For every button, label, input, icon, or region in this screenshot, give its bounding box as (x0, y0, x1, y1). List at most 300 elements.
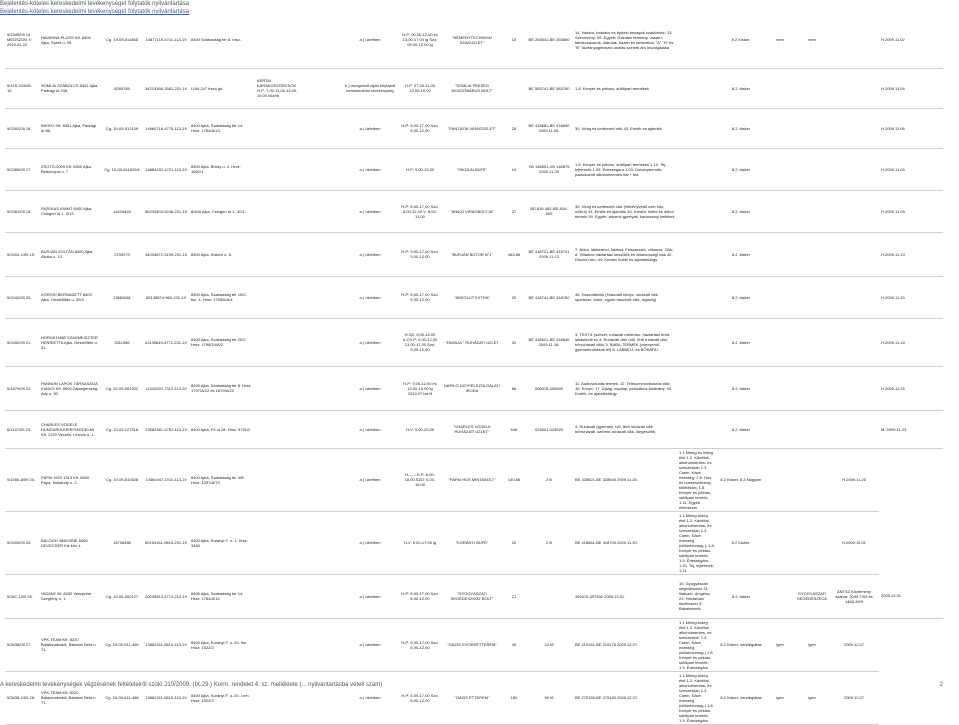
table-cell (795, 190, 829, 232)
table-cell: a.) üzletben (341, 366, 399, 410)
table-cell (795, 232, 829, 276)
table-cell: 8.2. kisker (717, 410, 765, 448)
table-cell: 9/267-1/09 26. (5, 574, 39, 618)
table-cell: KERTAI KARAKOSZÖRCSÖK H-P: 7,00-11,00 13,00-19,00 között (255, 68, 301, 108)
table-cell: H.2009.11.09 (879, 190, 943, 232)
table-cell: H.2009.11.18 (879, 318, 943, 366)
table-cell: 1.8. Kenyér és pékáru, sütőipari termékek 1.10. Tej, tejtermék 1.09. Édességáru 1.03. Dohánytermék; palackozott alkoholmentes ital + tea (573, 148, 677, 190)
table-cell: "ISKOLAI BÜFÉ" (441, 148, 503, 190)
table-row (5, 232, 943, 276)
table-cell: H-V: 5,00-17,00 ig (399, 511, 441, 574)
table-cell: a.) üzletben (341, 574, 399, 618)
table-cell: "KORÁNYI BÜFÉ" (441, 511, 503, 574)
table-cell: 8.2 Kisker. 8.3 Nagyker (717, 448, 765, 511)
table-cell (301, 318, 341, 366)
table-cell: 9/1579/09 22. (5, 366, 39, 410)
table-cell: H-P: 9,00-12,00 és 13,00-16,00 ig 2010.07.tsz ill (399, 366, 441, 410)
table-cell: 30. Virág és kertészeti cikk 43. Emlék és ajándék (573, 108, 677, 148)
table-cell: 023601-023620 (525, 410, 573, 448)
table-cell: "NÉMENYTECHNIKAI SZAKÜZLET" (441, 12, 503, 68)
table-cell (765, 276, 795, 318)
table-cell: H-SZ: 9,00-14,00 K,CS,P: 9,00-12,00 13,00-17,00 Szo: 9,00-12,00 (399, 318, 441, 366)
table-cell: 8.2 Kisker, vendéglátás (717, 618, 765, 671)
table-row (5, 108, 943, 148)
table-row (5, 618, 943, 671)
table-cell (829, 68, 879, 108)
table-cell: igen (795, 671, 829, 724)
table-cell: 3311966 (101, 318, 143, 366)
table-cell: 8400 Ajka, Szabadság tér 14. Hrsz: 1784/A/13. (189, 108, 255, 148)
table-cell: 54213168-1581-231-19 (143, 68, 189, 108)
table-cell (677, 68, 717, 108)
table-cell: GYÓGYÁSZATI SEGÉDESZKÖZ (795, 574, 829, 618)
table-cell: 24 fő (525, 618, 573, 671)
table-cell: nem (765, 12, 795, 68)
table-cell: 8400 Ajka, Kiskert u. 6. (189, 232, 255, 276)
table-cell: 8.2 Kisker, vendéglátás (717, 671, 765, 724)
table-cell: Cg. 19-09-511865 (101, 12, 143, 68)
table-cell: a.) üzletben (341, 318, 399, 366)
table-cell: HORVÁTHNÉ SZAKMEISZTER HENRIETTA Ajka, Gesztfőbtó u. 31. (39, 318, 101, 366)
table-cell: 9/2638/09 27. (5, 618, 39, 671)
table-cell: "PÁPAI HÚS MINTABOLT" (441, 448, 503, 511)
table-cell (829, 366, 879, 410)
table-cell: a.) üzletben (341, 511, 399, 574)
table-cell (255, 108, 301, 148)
table-cell: Cg. 19-06-500127 (101, 574, 143, 618)
table-cell: H-P: 6,00-17,00 Szo: 9,00-12,00 (399, 276, 441, 318)
table-cell: 8400 Ajka, Szabadság tér 20/2. Hrsz: 1798/14/A/2 (189, 318, 255, 366)
table-cell: 65138674-960-231-19 (143, 276, 189, 318)
table-cell (677, 12, 717, 68)
table-cell (301, 232, 341, 276)
table-cell: 14416493 (101, 190, 143, 232)
table-cell (255, 618, 301, 671)
table-cell: "FANTÁZIA VIRÁGÜZLET" (441, 108, 503, 148)
table-cell (677, 232, 717, 276)
table-cell: LIAV-247 frszú gk. (189, 68, 255, 108)
table-cell: BE 418621-BE 418640 2009.11.18. (525, 318, 573, 366)
table-cell: 8265785 (101, 68, 143, 108)
table-cell: 9/2452/09 21. (5, 318, 39, 366)
table-cell: 28 (503, 108, 525, 148)
table-cell: 2 ill (525, 448, 573, 511)
table-cell: H-P: 9,00-12,00 (399, 148, 441, 190)
table-cell (795, 410, 829, 448)
table-cell: 9/2345/09 14. MEGSZÜN 7/. 2010.01.22 (5, 12, 39, 68)
table-cell (301, 448, 341, 511)
table-cell (677, 276, 717, 318)
table-cell (765, 574, 795, 618)
table-cell (301, 148, 341, 190)
table-cell: 19. Gyógyászati segédeszköz 21. Illatszer, drogéria; 23. Háztartási tisztítószer 8. Babatermék (677, 574, 717, 618)
table-cell: H.2009.11.13 (879, 232, 943, 276)
table-cell: "GYÓGYÁSZATI SEGÉDESZKÖZ BOLT" (441, 574, 503, 618)
table-cell: 85205403-5248-231-19 (143, 190, 189, 232)
table-cell: 30. Virág és kertészeti cikk (Növényvédő szer foly. nélkül) 43. Emlék és ajándék 40. Kreatív hobbi és dekor termék 59. Egyéb: adventi gyertyák, karácsonyi kellékek (573, 190, 677, 232)
table-cell: 2009.12.01 (879, 574, 943, 618)
table-cell: Cg. 19-09-512109 (101, 108, 143, 148)
register-table (5, 12, 943, 725)
table-cell: 9/2385/09 17. (5, 148, 39, 190)
table-cell: "ABSOLUT EXTRA" (441, 276, 503, 318)
table-cell: 8400 Ajka, Szabadság tér 4/B. Hrsz: 1337/A/73 (189, 448, 255, 511)
table-row (5, 12, 943, 68)
table-cell: H-P: 07,00-11,00 13,00-19,00 (399, 68, 441, 108)
table-cell: 9/2400/09 25. (5, 511, 39, 574)
table-cell: M: 2009.11.23. (879, 410, 943, 448)
table-cell (829, 190, 879, 232)
table-cell (829, 232, 879, 276)
table-cell: 8.2. kisker (717, 366, 765, 410)
table-cell (255, 12, 301, 68)
table-cell (765, 410, 795, 448)
table-cell: H.2009.11.06 (879, 108, 943, 148)
table-cell: 006578-005600 (525, 366, 573, 410)
table-cell: 9/2392/09 16. (5, 108, 39, 148)
table-cell: 8400 Ajka, Szabadság tér 19/C. fsz. 4. Hrsz: 1795/6/A/4 (189, 276, 255, 318)
table-cell: H-P: 5,00-17,00 Szo: 6,00-12,00 (399, 671, 441, 724)
table-cell: PANNON LAPOK TÁRSASÁGA KIADÓI Kft. 8900 Zalaegerszeg, Ady u. 90. (39, 366, 101, 410)
table-cell (765, 68, 795, 108)
table-cell: 32 (503, 318, 525, 366)
table-cell: BIVIKO Kft. 8451 Ajka, Padragi út 86. (39, 108, 101, 148)
table-cell: 180 (503, 671, 525, 724)
table-cell: 14460447-1011-113-19 (143, 448, 189, 511)
table-cell: VPK-TEAM Kft. 8220 Balatonalmádi, Balatoni Béla u. 71. (39, 671, 101, 724)
table-cell (255, 318, 301, 366)
table-cell: H.2009.11.04 (879, 68, 943, 108)
table-cell (255, 148, 301, 190)
table-cell: Cg. 13-09-127518 (101, 410, 143, 448)
table-cell: 50 fő (525, 671, 573, 724)
table-cell: H-P: 8,00-17,00 Szo: 8,00-12,00 (399, 108, 441, 148)
table-cell: 2009.12.07 (829, 671, 879, 724)
table-row (5, 574, 943, 618)
table-cell: a.) üzletben (341, 276, 399, 318)
table-cell: H-V: 9,00-20,00 (399, 410, 441, 448)
table-cell (301, 68, 341, 108)
table-cell: 46. Használtcikk (Használt könyv, ruházati cikk, sportszer, bútor, egyéb használt cikk, régiség) (573, 276, 677, 318)
table-row (5, 671, 943, 724)
table-cell (301, 618, 341, 671)
table-cell (795, 448, 829, 511)
table-cell (829, 318, 879, 366)
table-cell: b.) mozgóbolt útján folytatott kereskedelmi tevékenység (341, 68, 399, 108)
table-cell (301, 108, 341, 148)
table-cell: "ANIKÓ VIRÁGBOLTJA" (441, 190, 503, 232)
table-cell: CHARLES VÖGELE HUNGARIA KERESKEDELMI Kft. 2220 Vecsés, Lincoln u. 1. (39, 410, 101, 448)
table-cell: 86 (503, 366, 525, 410)
table-cell (795, 148, 829, 190)
table-cell: 6/1147/09 23. (5, 410, 39, 448)
table-cell: H-P: 9,00-17,00 Szo: 9,00-12,00 (399, 232, 441, 276)
table-cell: BE 328621-BE 328640 2009.11.25. (573, 448, 677, 511)
table-row (5, 148, 943, 190)
table-cell: SOMLAI SZABOLCS 8451 Ajka, Padragi út 248. (39, 68, 101, 108)
table-cell: PÁPAI HÚS 1913 Kft. 8500 Pápa, Kisfaludy u. 2. (39, 448, 101, 511)
table-cell: H.2009.11.09 (879, 148, 943, 190)
table-cell (795, 318, 829, 366)
table-cell: FAZEKAS ANIKÓ 8400 Ajka, Csingeri út 1. 4/13. (39, 190, 101, 232)
table-cell (795, 68, 829, 108)
table-cell: 40 (503, 618, 525, 671)
table-cell (765, 148, 795, 190)
table-cell: Cg. 19-09-511-485 (101, 671, 143, 724)
table-cell: BE 418681-BE 418700 2009.11.30. (573, 511, 677, 574)
table-cell: 9/2442/09 20. (5, 276, 39, 318)
table-cell: H-P: 8,00-17,00 Szo: 8,00-12,00 (399, 574, 441, 618)
table-cell: 60153161-9619-231-19 (143, 511, 189, 574)
table-cell (255, 574, 301, 618)
table-cell (795, 276, 829, 318)
table-cell: 2709279 (101, 232, 143, 276)
table-row (5, 511, 943, 574)
table-cell (255, 511, 301, 574)
table-cell: BE 263641-BE 263660 (525, 12, 573, 68)
table-row (5, 448, 943, 511)
table-row (5, 276, 943, 318)
table-cell (829, 410, 879, 448)
table-cell: VPK-TEAM Kft. 8220 Balatonalmádi, Balatoni Béla u. 71. (39, 618, 101, 671)
table-cell: "SOMLAI PÉKSÉG MOZGÓBÁRUS BOLT" (441, 68, 503, 108)
table-cell: a.) üzletben (341, 448, 399, 511)
table-cell (829, 148, 879, 190)
table-cell: BURJÁN ZOLTÁN 8400 Ajka, Alinka u. 13. (39, 232, 101, 276)
table-cell (765, 511, 795, 574)
table-cell: 14. Vasáru, barkács és építési anyagok szaküzlete; 13. Szerelvény; 59. Egyéb; Gazdáló termény, vasáru; fatelecsavarok, kiárulás; kazán és tartozékai: "A" "H" és "B" tüzeanyagelosztó osztás szerinti áru kiszolgálása (573, 12, 677, 68)
table-cell: 34004672-3109-231-19 (143, 232, 189, 276)
table-cell: Cg. 19-09-511820/4 (101, 148, 143, 190)
table-cell: H-P: 5,00-17,00 Szo: 6,00-12,00 (399, 618, 441, 671)
table-cell: 1.1 Meleg és hideg étel 1.2. Kávéital, alkoholmentes- és szeszesital; 1.3. Csem. Kávé, édesség; 1.6. Hús és húskészítmény, töltelékáru 1.8. Kenyér és pékáru, sütőipari termék, 1.11. Egyéb élelmiszer (677, 448, 717, 511)
table-cell: H-P: 09,00-12,00 és 13,00-17,00 ig Szo: 09,00-12,00 ig (399, 12, 441, 68)
table-cell: 14960718-4775-113-19 (143, 108, 189, 148)
table-cell: 1.1 Meleg-hideg étel 1.2. Kávéital, alkoholmentes- és szeszesital; 1.3. Csem. Kávé, édesség (előreesomag.) 1.8. Kenyér és pékáru, sütőipari termék; 1.9. Édességáru (677, 618, 717, 671)
table-cell: KÖRÖSI BERNADETT 8400 Ajka, Gesztfőbtó u. 30/3 (39, 276, 101, 318)
table-cell: 8400 Ajka, Korányi F. u. 20. I.em. Hrsz: 1522/2 (189, 671, 255, 724)
table-cell (301, 276, 341, 318)
table-cell: 8400 Ajka, Fő út 28. Hrsz: 5791/2 (189, 410, 255, 448)
table-cell: 14884152-4721-113-19 (143, 148, 189, 190)
table-cell: 13582461-4751-113-13 (143, 410, 189, 448)
table-cell: a.) üzletben (341, 410, 399, 448)
table-cell (677, 190, 717, 232)
table-cell: VB 148851-VB 148875 2009.11.09 (525, 148, 573, 190)
table-cell: a.) üzletben (341, 12, 399, 68)
table-cell: ZSOTÓ-2009 Kft. 8400 Ajka, Belsovopsi u. 7 (39, 148, 101, 190)
table-cell: 8.2. kisker (717, 574, 765, 618)
table-cell (795, 511, 829, 574)
table-cell: "CHARLES VÖGELE RUHÁZATI ÜZLET" (441, 410, 503, 448)
table-cell: 13681311-5610-113-19 (143, 618, 189, 671)
table-cell (795, 108, 829, 148)
table-cell: H-P: 8,00-17,00 Szo: 8,00-12,00 V: 8,00-11,00 (399, 190, 441, 232)
table-cell: BE 219151-BE 219175 2009.12.07. (573, 618, 677, 671)
table-cell: BALOGH JÁNOSNÉ 8460 DEVECSER Kis köz 1. (39, 511, 101, 574)
table-cell: 10 (503, 148, 525, 190)
table-cell: HAVANNA PLUSS Kft. 8400 Ajka, Szent u. 59. (39, 12, 101, 68)
table-cell: BD 816-481-BD 816-500 (525, 190, 573, 232)
table-cell (301, 366, 341, 410)
table-cell (525, 574, 573, 618)
table-cell: BE 418681-BE 418690 2009.11.06. (525, 108, 573, 148)
table-cell: ÁNTSZ Közlemény száma: 2049-7/09 és 1468-3/09 (829, 574, 879, 618)
table-cell (765, 448, 795, 511)
table-cell: "BURJÁN BÚTOR N°1" (441, 232, 503, 276)
table-cell (677, 366, 717, 410)
table-cell: H.2009.12.01 (829, 511, 879, 574)
table-cell (829, 12, 879, 68)
table-cell (301, 574, 341, 618)
table-cell (301, 190, 341, 232)
table-cell: 7. Bútor, lakberend, háztart. Felszerelés, villamos. Cikk; 8. Villamos háztartási készülék és villamossági cikk 42. Díszmű áru; 44. Kreatív hobbi és ajándéktárgy (573, 232, 677, 276)
table-cell: 13662681 (101, 276, 143, 318)
table-cell: H.2009.11.25 (879, 366, 943, 410)
table-cell: 27 (503, 190, 525, 232)
table-cell: "OÁZIS GYORSÉTTEREM" (441, 618, 503, 671)
table-cell: 8.2. kisker (717, 190, 765, 232)
table-cell: a.) üzletben (341, 190, 399, 232)
table-cell: igen (765, 671, 795, 724)
table-cell: "FAMILIA " RUHÁZATI ÜZLET (441, 318, 503, 366)
table-cell (255, 232, 301, 276)
table-cell (301, 12, 341, 68)
table-cell (301, 671, 341, 724)
table-cell: igen (765, 618, 795, 671)
table-cell (301, 410, 341, 448)
table-cell: 61135649-4771-231-19 (143, 318, 189, 366)
table-cell: a.) üzletben (341, 232, 399, 276)
table-cell: H-----: K-P: 6,00-18,00 SZO: 6,00-15,00 (399, 448, 441, 511)
table-cell: 646 (503, 410, 525, 448)
table-cell: BE 418741-BE 418760 (525, 276, 573, 318)
table-cell: HIGANY Bt. 8200 Veszprém, Szegfény u. 1. (39, 574, 101, 618)
table-cell: 8400 Ajka, Szabadság tér 8. Hrsz: 1797/A/12 és 1879/A/22 (189, 366, 255, 410)
table-row (5, 410, 943, 448)
table-cell (255, 190, 301, 232)
table-cell: 140,86 (503, 448, 525, 511)
table-cell (677, 318, 717, 366)
table-cell: 8.2. kisker (717, 108, 765, 148)
table-cell: 8400 Szabadság tér 8. hrsz.: (189, 12, 255, 68)
table-cell: 1.1 Meleg-hideg étel 1.2. Kávéital, alkoholmentes- és szeszesital; 1.3. Csem. Kávé, édesség (előreesomag.) 1.8. Kenyér és pékáru, sütőipari termék; 1.9. Édességáru (677, 671, 717, 724)
table-cell: Cg. 20-09-061202 (101, 366, 143, 410)
table-cell (677, 148, 717, 190)
table-cell (677, 108, 717, 148)
table-cell: "OÁZIS ÉTTEREM" (441, 671, 503, 724)
table-cell: 15 (503, 12, 525, 68)
table-cell: 20 (503, 276, 525, 318)
table-cell: 483,86 (503, 232, 525, 276)
table-row (5, 68, 943, 108)
table-cell: 20039813-4774-212-19 (143, 574, 189, 618)
table-cell (677, 410, 717, 448)
table-row (5, 190, 943, 232)
table-cell: 8400 Ajka, Korányi F. u. 1. Hrsz: 3465 (189, 511, 255, 574)
table-cell: a.) üzletben (341, 148, 399, 190)
table-cell: 13681311-5610-113-19 (143, 671, 189, 724)
table-cell: 8.2 Kisker. (717, 12, 765, 68)
table-cell: a.) üzletben (341, 108, 399, 148)
table-cell: 11342020-7312-113-20 (143, 366, 189, 410)
table-cell: igen (795, 618, 829, 671)
table-cell (765, 318, 795, 366)
table-cell: 8.2. kisker (717, 232, 765, 276)
table-cell: 11. Audiovizuális termék, 12. Telekommunikációs cikk; 16. Könyv; 17. Újság, napilap, periódikus kiadvány; 43. Emlék- és ajándéktárgy (573, 366, 677, 410)
page-footer: A kereskedelmi tevékenységek végzésének feltételeiről szóló 210/2009. (IX.29.) Korm. rendelet 4. sz. melléklete (... nyilvántartásba vételi szám) (0, 682, 383, 688)
table-cell: a.) üzletben (341, 671, 399, 724)
table-cell: Cg. 19-09-510826 (101, 448, 143, 511)
table-cell: 8/400 Ajka, Csingeri út 1. 4/13. (189, 190, 255, 232)
table-cell (829, 108, 879, 148)
table-cell: 8400 Ajka, Szabadság tér 14. Hrsz: 1784/A/14 (189, 574, 255, 618)
table-cell: 9/1550-8/09 24. (5, 448, 39, 511)
table-cell: 9/2404-1/09 19. (5, 232, 39, 276)
table-cell: 14877119-4711-113-19 (143, 12, 189, 68)
table-cell (765, 366, 795, 410)
table-cell (255, 276, 301, 318)
table-cell: 8.2. kisker (717, 148, 765, 190)
table-cell: 20 (503, 511, 525, 574)
table-cell: H.2009.11.02 (879, 12, 943, 68)
table-cell (765, 232, 795, 276)
table-cell: a.) üzletben (341, 618, 399, 671)
table-cell: Cg. 19-09-511-485 (101, 618, 143, 671)
table-cell: 8400 Ajka, Korányi F. u. 20. fsz. Hrsz: 1522/2 (189, 618, 255, 671)
table-row (5, 318, 943, 366)
table-cell: BE 418721-BE 418741 2009.11.13 (525, 232, 573, 276)
table-cell (255, 671, 301, 724)
table-cell: 8.2. kisker (717, 318, 765, 366)
table-cell (255, 366, 301, 410)
table-cell (301, 511, 341, 574)
table-cell: 1.1 Meleg-hideg étel 1.2. Kávéital, alkoholmentes- és szeszesital; 1.3. Csem. Kávé, édesség (előreesomag.); 1.8. Kenyér és pékáru, sütőipari termék; 1.9. Édességáru; 1.10. Tej, tejtermék; 1.11 (677, 511, 717, 574)
table-cell (255, 448, 301, 511)
table-cell: 8.2. kisker (717, 68, 765, 108)
header-line-1: Bejelentés-köteles kereskedelmi tevékenységet folytatók nyilvántartása (0, 1, 190, 7)
table-cell: 9/2638-1/09 28. (5, 671, 39, 724)
table-cell: 1.8. Kenyér és pékáru, sütőipari termékek (573, 68, 677, 108)
table-cell: BE 583741-BE 583780 (525, 68, 573, 108)
page-number: 2 (939, 682, 943, 688)
table-cell (503, 68, 525, 108)
table-cell: 8.2. kisker (717, 276, 765, 318)
table-cell: 3. TEXTIL (szövet, ruházati méteráru, háztartási textil, lakástextil és 4. Ruházati cikk (női, férfi ruházati cikk, bőrruházati cikk) 5. BABA-TERMÉK (csecsemő-gyermekruházati tél) 8. LÁBBELI- és BŐRÁRU (573, 318, 677, 366)
table-cell: 21 (503, 574, 525, 618)
table-cell: 4. Ruházati (gyermek, női, férfi ruházati cikk, bőrruházati, szőrme-ruházati cikk, kiegészítő) (573, 410, 677, 448)
table-cell: 8400 Ajka, Bródy u. 4. Hrsz: 1662/1 (189, 148, 255, 190)
table-cell: 2 ill (525, 511, 573, 574)
table-cell: nem (795, 12, 829, 68)
table-cell: 2009.12.07 (829, 618, 879, 671)
table-cell (829, 276, 879, 318)
header-link[interactable]: Bejelentés-köteles kereskedelmi tevékenységet folytatók nyilvántartása (0, 9, 190, 15)
table-cell: H.2009.11.25 (829, 448, 879, 511)
table-cell: H.2009.11.19 (879, 276, 943, 318)
table-row (5, 366, 943, 410)
table-cell: BE 279150-BE 279150 2009.12.07. (573, 671, 677, 724)
table-cell: 9/478-3/2008. 15. (5, 68, 39, 108)
table-cell: 390470-397500 2009.12.01. (573, 574, 677, 618)
table-cell: 9/2381/09 18. (5, 190, 39, 232)
table-cell (255, 410, 301, 448)
table-cell (795, 366, 829, 410)
table-cell: NAPILÓ ÜGYFÉLSZOLGÁLATI IRODA (441, 366, 503, 410)
table-cell (765, 108, 795, 148)
table-cell: 18706486 (101, 511, 143, 574)
table-cell: 8.2 Kisker. (717, 511, 765, 574)
